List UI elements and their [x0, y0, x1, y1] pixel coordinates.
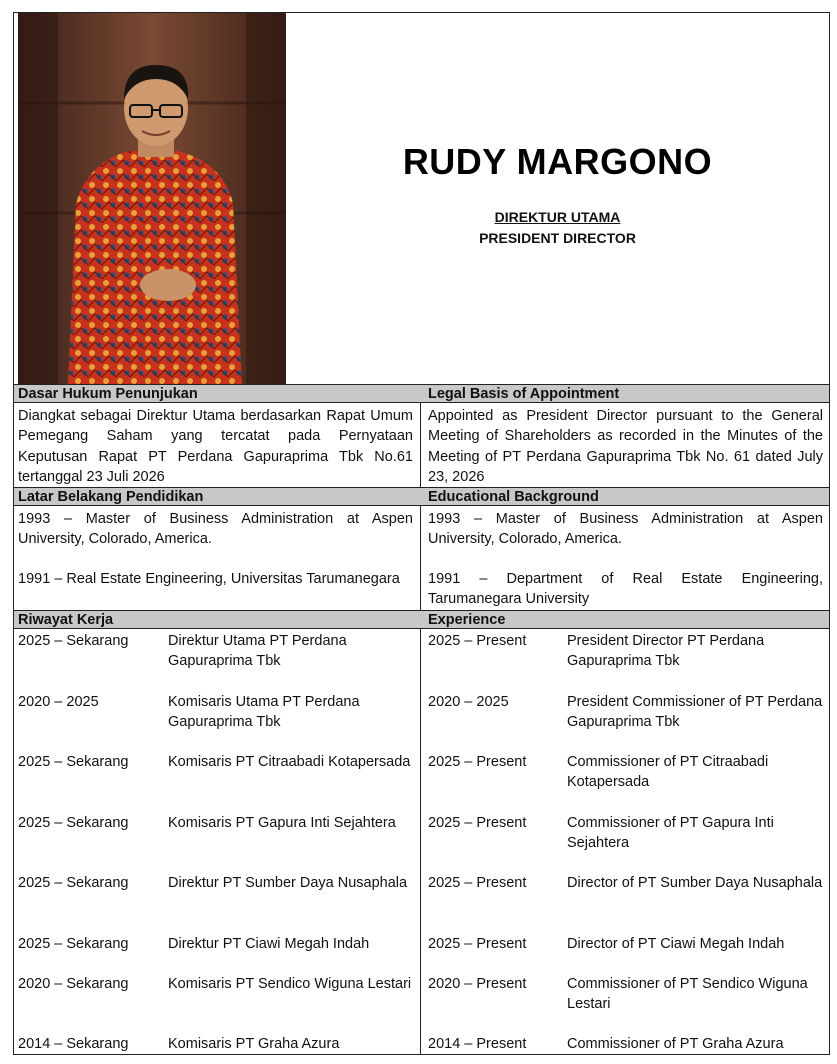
experience-year-id: 2014 – Sekarang — [18, 1036, 129, 1052]
experience-year-id: 2025 – Sekarang — [18, 875, 129, 891]
section-header-experience — [14, 610, 829, 629]
section-header-legal — [14, 384, 829, 403]
experience-desc-id: Direktur Utama PT Perdana Gapuraprima Tbk — [168, 633, 347, 670]
experience-year-en: 2020 – Present — [428, 976, 527, 992]
experience-year-en: 2025 – Present — [428, 875, 527, 891]
experience-row — [14, 873, 829, 917]
experience-desc-id: Direktur PT Ciawi Megah Indah — [168, 936, 370, 952]
experience-desc-id: Komisaris PT Sendico Wiguna Lestari — [168, 976, 412, 992]
experience-row — [14, 752, 829, 796]
experience-row — [14, 631, 829, 675]
legal-header-id: Dasar Hukum Penunjukan — [18, 386, 198, 402]
education-header-en: Educational Background — [428, 489, 599, 505]
section-header-education — [14, 487, 829, 506]
experience-desc-en: Director of PT Ciawi Megah Indah — [567, 936, 785, 952]
experience-desc-en: President Commissioner of PT Perdana Gapuraprima Tbk — [567, 694, 823, 731]
education-item-id: 1991 – Real Estate Engineering, Universitas Tarumanegara — [18, 571, 400, 587]
experience-desc-en: Director of PT Sumber Daya Nusaphala — [567, 875, 823, 891]
experience-header-en: Experience — [428, 612, 506, 628]
education-item-id: 1993 – Master of Business Administration at Aspen University, Colorado, America. — [18, 511, 413, 548]
profile-document — [13, 12, 830, 1055]
experience-year-id: 2025 – Sekarang — [18, 754, 129, 770]
experience-year-en: 2025 – Present — [428, 633, 527, 649]
experience-desc-id: Komisaris PT Graha Azura — [168, 1036, 340, 1052]
experience-desc-en: Commissioner of PT Graha Azura — [567, 1036, 784, 1052]
education-item-en: 1991 – Department of Real Estate Engineering, Tarumanegara University — [428, 571, 823, 608]
portrait-photo — [18, 13, 286, 384]
experience-year-en: 2025 – Present — [428, 754, 527, 770]
experience-desc-en: Commissioner of PT Gapura Inti Sejahtera — [567, 815, 774, 852]
experience-year-id: 2025 – Sekarang — [18, 936, 129, 952]
education-item-en: 1993 – Master of Business Administration at Aspen University, Colorado, America. — [428, 511, 823, 548]
experience-row — [14, 974, 829, 1018]
portrait-illustration — [18, 13, 286, 384]
experience-year-en: 2025 – Present — [428, 815, 527, 831]
experience-desc-en: Commissioner of PT Sendico Wiguna Lestari — [567, 976, 808, 1013]
person-name: RUDY MARGONO — [402, 141, 713, 182]
experience-desc-id: Komisaris Utama PT Perdana Gapuraprima Tbk — [168, 694, 360, 731]
experience-row — [14, 692, 829, 736]
experience-year-en: 2025 – Present — [428, 936, 527, 952]
legal-text-en: Appointed as President Director pursuant to the General Meeting of Shareholders as recorded in the Minutes of the Meeting of PT Perdana Gapuraprima Tbk No. 61 dated July 23, 2026 — [428, 408, 823, 485]
experience-header-id: Riwayat Kerja — [18, 612, 114, 628]
experience-year-id: 2020 – Sekarang — [18, 976, 129, 992]
experience-desc-id: Komisaris PT Citraabadi Kotapersada — [168, 754, 411, 770]
position-title-en: PRESIDENT DIRECTOR — [479, 230, 636, 246]
experience-year-en: 2020 – 2025 — [428, 694, 509, 710]
legal-text-id: Diangkat sebagai Direktur Utama berdasarkan Rapat Umum Pemegang Saham yang tercatat pada Pernyataan Keputusan Rapat PT Perdana Gapuraprima Tbk No.61 tertanggal 23 Juli 2026 — [18, 408, 413, 485]
experience-row — [14, 934, 829, 978]
experience-row — [14, 1034, 829, 1054]
position-title-id: DIREKTUR UTAMA — [494, 209, 621, 225]
legal-header-en: Legal Basis of Appointment — [428, 386, 620, 402]
experience-year-id: 2020 – 2025 — [18, 694, 99, 710]
experience-desc-en: Commissioner of PT Citraabadi Kotapersada — [567, 754, 769, 791]
experience-year-id: 2025 – Sekarang — [18, 633, 129, 649]
experience-year-en: 2014 – Present — [428, 1036, 527, 1052]
experience-desc-id: Komisaris PT Gapura Inti Sejahtera — [168, 815, 396, 831]
name-block — [286, 13, 829, 384]
education-header-id: Latar Belakang Pendidikan — [18, 489, 204, 505]
experience-desc-id: Direktur PT Sumber Daya Nusaphala — [168, 875, 408, 891]
experience-year-id: 2025 – Sekarang — [18, 815, 129, 831]
experience-desc-en: President Director PT Perdana Gapuraprima Tbk — [567, 633, 765, 670]
experience-row — [14, 813, 829, 857]
